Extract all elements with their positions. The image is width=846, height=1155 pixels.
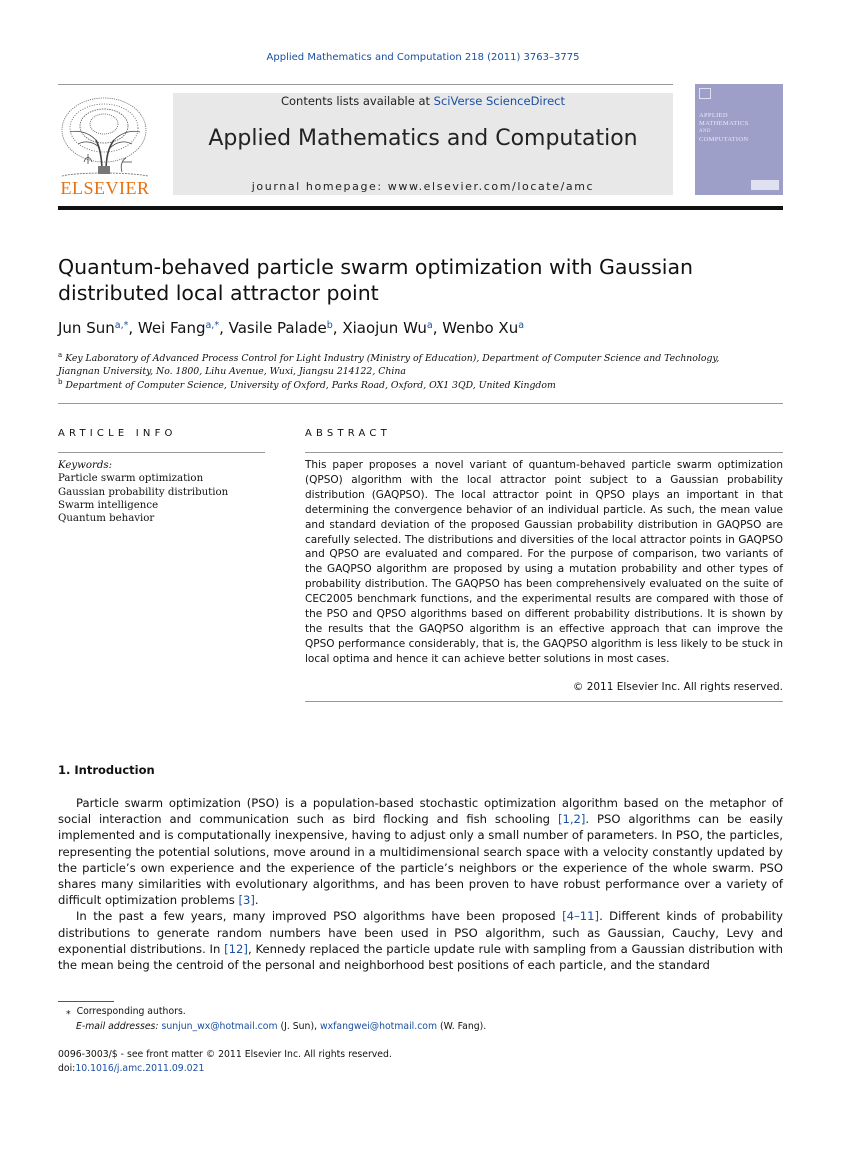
paragraph-text: Particle swarm optimization (PSO) is a population-based stochastic optimization algorithm based on the metaphor of social interaction and communication such as bird flocking and fish schooling <box>58 796 783 827</box>
cover-badge-icon <box>751 180 779 190</box>
keyword: Particle swarm optimization <box>58 473 204 485</box>
affiliation-divider <box>58 403 783 404</box>
email-link[interactable]: sunjun_wx@hotmail.com <box>161 1021 278 1032</box>
article-info-heading: ARTICLE INFO <box>58 428 177 439</box>
cover-logo-icon <box>699 88 711 99</box>
email-label: E-mail addresses: <box>76 1021 159 1032</box>
author-list: Jun Sun$^{a,*}$, Wei Fang$^{a,*}$, Vasile Palade$^b$, Xiaojun Wu$^a$, Wenbo Xu$^a$ <box>58 319 525 337</box>
keywords-label: Keywords: <box>58 460 113 471</box>
author-name: Wenbo Xu <box>442 319 519 337</box>
abstract-copyright: © 2011 Elsevier Inc. All rights reserved. <box>572 681 783 693</box>
author-name: Wei Fang <box>137 319 206 337</box>
footnote-divider <box>58 1001 114 1002</box>
footnote-emails <box>76 1021 486 1032</box>
citation-link[interactable]: [3] <box>238 893 255 908</box>
contents-line <box>173 94 673 108</box>
front-matter-line: 0096-3003/$ - see front matter © 2011 Elsevier Inc. All rights reserved. <box>58 1049 392 1060</box>
sciencedirect-link[interactable]: SciVerse ScienceDirect <box>433 94 566 108</box>
cover-title <box>699 112 749 144</box>
journal-homepage[interactable]: journal homepage: www.elsevier.com/locate/amc <box>251 180 595 193</box>
keywords-block <box>58 459 265 525</box>
citation-link[interactable]: [4–11] <box>562 909 600 924</box>
author-name: Jun Sun <box>58 319 115 337</box>
affiliation-line: Jiangnan University, No. 1800, Lihu Avenue, Wuxi, Jiangsu 214122, China <box>58 366 406 378</box>
keyword: Swarm intelligence <box>58 499 159 511</box>
abstract-divider <box>305 452 783 453</box>
cover-line: COMPUTATION <box>699 136 749 143</box>
author-affiliation-link[interactable]: a,* <box>114 320 129 331</box>
author-affiliation-link[interactable]: b <box>326 320 333 331</box>
author-name: Xiaojun Wu <box>342 319 427 337</box>
author-affiliation-link[interactable]: a <box>518 320 525 331</box>
journal-title: Applied Mathematics and Computation <box>208 126 638 151</box>
footnote-corresponding <box>66 1006 186 1017</box>
affiliation-a <box>58 349 778 378</box>
cover-line: MATHEMATICS <box>699 120 749 127</box>
keyword: Gaussian probability distribution <box>58 486 229 498</box>
keyword: Quantum behavior <box>58 513 155 525</box>
doi-label: doi: <box>58 1063 76 1074</box>
citation-link[interactable]: [1,2] <box>557 812 586 827</box>
paragraph-text: . <box>254 893 259 908</box>
affiliation-marker: a <box>58 351 63 359</box>
section-heading-introduction: 1. Introduction <box>58 763 155 777</box>
title-line: Quantum-behaved particle swarm optimization with Gaussian <box>58 255 694 279</box>
journal-cover-thumbnail <box>695 84 783 195</box>
header-thick-rule <box>58 206 783 210</box>
running-header[interactable]: Applied Mathematics and Computation 218 (2011) 3763–3775 <box>266 52 580 63</box>
affiliation-line: Department of Computer Science, University of Oxford, Parks Road, Oxford, OX1 3QD, United Kingdom <box>65 380 556 392</box>
paper-title <box>58 254 758 306</box>
paragraph <box>58 908 783 973</box>
footnote-marker: ⁎ <box>66 1006 71 1017</box>
paragraph-text: , Kennedy replaced the particle update rule with sampling from a Gaussian distribution with the mean being the centroid of the personal and neighborhood best positions of each particle, and the standard <box>58 941 783 973</box>
affiliation-b <box>58 376 778 392</box>
cover-line: APPLIED <box>699 112 728 119</box>
publisher-wordmark: ELSEVIER <box>60 178 150 198</box>
paragraph <box>58 795 783 908</box>
paragraph-text: . Different kinds of probability distributions to generate random numbers have been used in PSO algorithm, such as Gaussian, Cauchy, Levy and exponential distributions. In <box>58 909 783 956</box>
author-affiliation-link[interactable]: a,* <box>205 320 220 331</box>
affiliation-marker: b <box>58 378 63 386</box>
affiliation-line: Key Laboratory of Advanced Process Control for Light Industry (Ministry of Education), Department of Computer Science and Technology, <box>65 353 720 365</box>
footnote-text: Corresponding authors. <box>76 1006 186 1017</box>
cover-line: AND <box>699 129 711 134</box>
author-name: Vasile Palade <box>228 319 327 337</box>
introduction-body <box>58 795 783 973</box>
abstract-heading: ABSTRACT <box>305 428 391 439</box>
header-divider <box>58 84 673 85</box>
abstract-text: This paper proposes a novel variant of quantum-behaved particle swarm optimization (QPSO) algorithm with the local attractor point subject to a Gaussian probability distribution (GAQPSO). The local attractor point in QPSO plays an important in that determining the convergence behavior of an individual particle. As such, the mean value and standard deviation of the proposed Gaussian probability distribution in GAQPSO are carefully selected. The distributions and diversities of the local attractor points in GAQPSO and QPSO are evaluated and compared. For the purpose of comparison, two variants of the GAQPSO algorithm are proposed by using a mutation probability and other types of probability distribution. The GAQPSO has been comprehensively evaluated on the suite of CEC2005 benchmark functions, and the experimental results are compared with those of the PSO and QPSO algorithms based on different probability distributions. It is shown by the results that the GAQPSO algorithm is an effective approach that can improve the QPSO performance considerably, that is, the GAQPSO algorithm is less likely to be stuck in local optima and hence it can achieve better solutions in most cases. <box>305 459 783 665</box>
doi-link[interactable]: 10.1016/j.amc.2011.09.021 <box>75 1063 205 1074</box>
author-affiliation-link[interactable]: a <box>426 320 433 331</box>
doi-line <box>58 1063 204 1074</box>
contents-prefix: Contents lists available at <box>280 94 434 108</box>
email-link[interactable]: wxfangwei@hotmail.com <box>320 1021 438 1032</box>
article-info-divider <box>58 452 265 453</box>
paragraph-text: In the past a few years, many improved PSO algorithms have been proposed <box>76 909 563 924</box>
email-owner: (J. Sun), <box>280 1021 318 1032</box>
paragraph-text: . PSO algorithms can be easily implemented and is computationally inexpensive, having to adjust only a small number of parameters. In PSO, the particles, representing the potential solutions, move around in a multidimensional search space with a velocity constantly updated by the particle’s own experience and the experience of the particle’s neighbors or the experience of the whole swarm. PSO shares many similarities with evolutionary algorithms, and has been proven to have robust performance over a variety of difficult optimization problems <box>58 812 783 908</box>
title-line: distributed local attractor point <box>58 281 379 305</box>
citation-link[interactable]: [12] <box>224 941 248 956</box>
abstract-end-divider <box>305 701 783 702</box>
email-owner: (W. Fang). <box>440 1021 487 1032</box>
